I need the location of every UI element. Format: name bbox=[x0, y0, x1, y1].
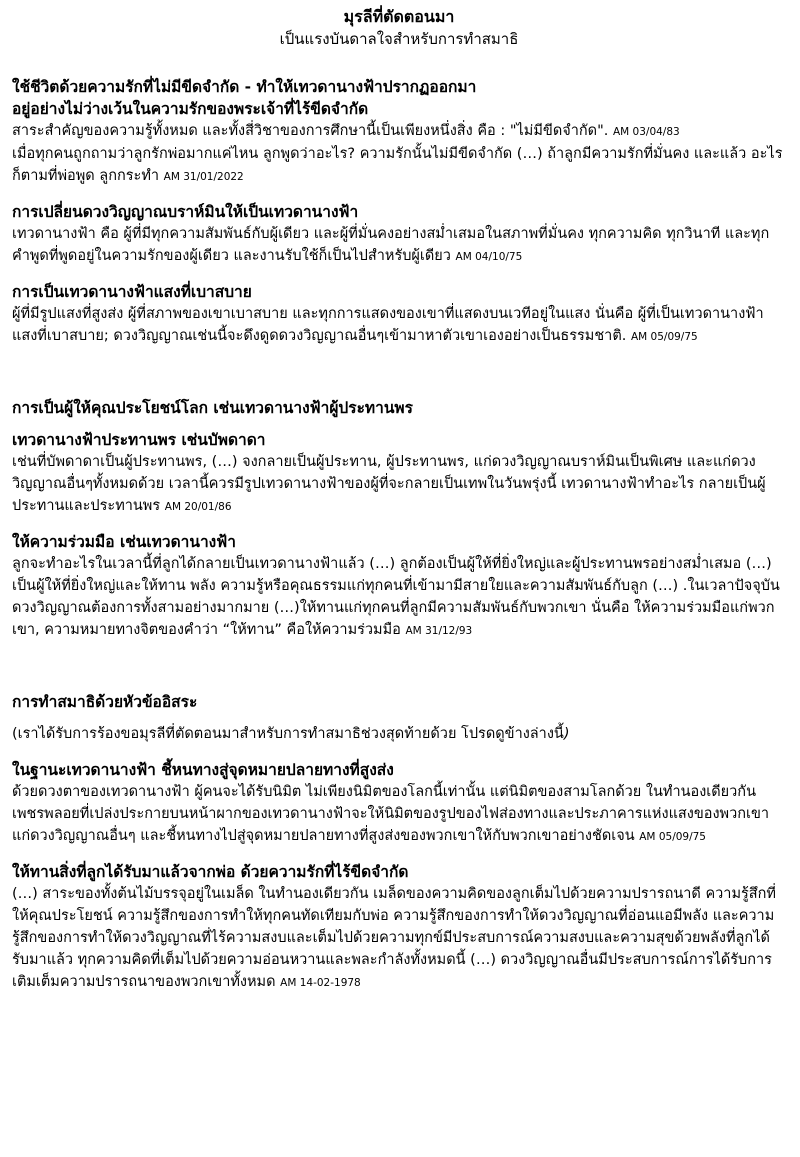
murli-reference: AM 05/09/75 bbox=[630, 331, 698, 343]
excerpt-text bbox=[12, 120, 786, 188]
excerpt-text bbox=[12, 451, 786, 518]
murli-reference: AM 04/10/75 bbox=[455, 251, 523, 263]
excerpt-text-part: เมื่อทุกคนถูกถามว่าลูกรักพ่อมากแค่ไหน ลูกพูดว่าอะไร? ความรักนั้นไม่มีขีดจำกัด (…) ถ้าลูกมีความรักที่มั่นคง และแล้ว อะไรก็ตามที่พ่อพูด ลูกกระทำ bbox=[12, 146, 783, 184]
excerpt-title: ให้ความร่วมมือ เช่นเทวดานางฟ้า bbox=[12, 533, 236, 551]
excerpt-text-part: ผู้ที่มีรูปแสงที่สูงส่ง ผู้ที่สภาพของเขาเบาสบาย และทุกการแสดงของเขาที่แสดงบนเวทีอยู่ในแสง นั่นคือ ผู้ที่เป็นเทวดานางฟ้าแสงที่เบาสบาย; ดวงวิญญาณเช่นนี้จะดึงดูดดวงวิญญาณอื่นๆเข้ามาหาตัวเขาเองอย่างเป็นธรรมชาติ. bbox=[12, 306, 764, 344]
spacer bbox=[12, 419, 786, 429]
note-text: (เราได้รับการร้องขอมุรลีที่ตัดตอนมาสำหรับการทำสมาธิช่วงสุดท้ายด้วย โปรดดูข้างล่างนี้ bbox=[12, 726, 564, 742]
excerpt-text-part: เทวดานางฟ้า คือ ผู้ที่มีทุกความสัมพันธ์กับผู้เดียว และผู้ที่มั่นคงอย่างสม่ำเสมอในสภาพที่มั่นคง ทุกความคิด ทุกวินาที และทุกคำพูดที่พูดอยู่ในความรักของผู้เดียว และงานรับใช้ก็เป็นไปสำหรับผู้เดียว bbox=[12, 226, 770, 264]
excerpt-title: การเปลี่ยนดวงวิญญาณบราห์มินให้เป็นเทวดานางฟ้า bbox=[12, 203, 359, 221]
murli-reference: AM 14-02-1978 bbox=[280, 977, 361, 989]
excerpt-block bbox=[12, 429, 786, 518]
excerpt-title: อยู่อย่างไม่ว่างเว้นในความรักของพระเจ้าที่ไร้ขีดจำกัด bbox=[12, 100, 369, 118]
excerpt-text-part: (…) สาระของทั้งต้นไม้บรรจุอยู่ในเมล็ด ในทำนองเดียวกัน เมล็ดของความคิดของลูกเต็มไปด้วยความปรารถนาดี ความรู้สึกที่ให้คุณประโยชน์ ความรู้สึกของการทำให้ทุกคนทัดเทียมกับพ่อ ความรู้สึกของการทำให้ดวงวิญญาณที่อ่อนแอมีพลัง และความรู้สึกของการทำให้ดวงวิญญาณที่ไร้ความสงบและเต็มไปด้วยความทุกข์มีประสบการณ์ความสงบและความสุขด้วยพลังที่ลูกได้รับมาแล้ว ทุกความคิดที่เต็มไปด้วยความอ่อนหวานและพละกำลังทั้งหมดนี้ (…) ดวงวิญญาณอื่นมีประสบการณ์การได้รับการเติมเต็มความปรารถนาของพวกเขาทั้งหมด bbox=[12, 886, 776, 990]
excerpt-text-part: ด้วยดวงตาของเทวดานางฟ้า ผู้คนจะได้รับนิมิต ไม่เพียงนิมิตของโลกนี้เท่านั้น แต่นิมิตของสามโลกด้วย ในทำนองเดียวกัน เพชรพลอยที่เปล่งประกายบนหน้าผากของเทวดานางฟ้าจะให้นิมิตของรูปของไฟส่องทางและประภาคารแห่งแสงของพวกเขาแก่ดวงวิญญาณอื่นๆ และชี้หนทางไปสู่จุดหมายปลายทางที่สูงส่งของพวกเขาให้กับพวกเขาอย่างชัดเจน bbox=[12, 784, 770, 844]
excerpt-block bbox=[12, 759, 786, 848]
section-title: การเป็นผู้ให้คุณประโยชน์โลก เช่นเทวดานางฟ้าผู้ประทานพร bbox=[12, 399, 413, 417]
section-1 bbox=[12, 76, 786, 348]
document-header bbox=[12, 6, 786, 50]
excerpt-block bbox=[12, 281, 786, 348]
excerpt-text-part: สาระสำคัญของความรู้ทั้งหมด และทั้งสี่วิชาของการศึกษานี้เป็นเพียงหนึ่งสิ่ง คือ : "ไม่มีขีดจำกัด". bbox=[12, 123, 613, 139]
excerpt-text bbox=[12, 781, 786, 848]
murli-reference: AM 20/01/86 bbox=[164, 501, 232, 513]
section-2 bbox=[12, 397, 786, 642]
excerpt-text bbox=[12, 553, 786, 642]
excerpt-block bbox=[12, 531, 786, 642]
note-close: ) bbox=[563, 726, 570, 742]
excerpt-text bbox=[12, 303, 786, 348]
murli-reference: AM 05/09/75 bbox=[639, 831, 706, 843]
document-subtitle: เป็นแรงบันดาลใจสำหรับการทำสมาธิ bbox=[279, 30, 519, 48]
excerpt-title: ในฐานะเทวดานางฟ้า ชี้หนทางสู่จุดหมายปลายทางที่สูงส่ง bbox=[12, 761, 394, 779]
excerpt-title: การเป็นเทวดานางฟ้าแสงที่เบาสบาย bbox=[12, 283, 252, 301]
excerpt-block bbox=[12, 98, 786, 188]
excerpt-text-part: ลูกจะทำอะไรในเวลานี้ที่ลูกได้กลายเป็นเทวดานางฟ้าแล้ว (…) ลูกต้องเป็นผู้ให้ที่ยิ่งใหญ่และผู้ประทานพรอย่างสม่ำเสมอ (…) เป็นผู้ให้ที่ยิ่งใหญ่และให้ทาน พลัง ความรู้หรือคุณธรรมแก่ทุกคนที่เข้ามามีสายใยและความสัมพันธ์กับลูก (…) .ในเวลาปัจจุบัน ดวงวิญญาณต้องการทั้งสามอย่างมากมาย (…)ให้ทานแก่ทุกคนที่ลูกมีความสัมพันธ์กับพวกเขา นั่นคือ ให้ความร่วมมือแก่พวกเขา, ความหมายทางจิตของคำว่า “ให้ทาน” คือให้ความร่วมมือ bbox=[12, 556, 780, 638]
excerpt-text bbox=[12, 883, 786, 994]
murli-reference: AM 31/01/2022 bbox=[163, 171, 244, 183]
excerpt-text bbox=[12, 223, 786, 268]
spacer bbox=[12, 361, 786, 397]
excerpt-title: ให้ทานสิ่งที่ลูกได้รับมาแล้วจากพ่อ ด้วยความรักที่ไร้ขีดจำกัด bbox=[12, 863, 409, 881]
excerpt-text-part: เช่นที่บัพดาดาเป็นผู้ประทานพร, (…) จงกลายเป็นผู้ประทาน, ผู้ประทานพร, แก่ดวงวิญญาณบราห์มินเป็นพิเศษ และแก่ดวงวิญญาณอื่นๆทั้งหมดด้วย เวลานี้ควรมีรูปเทวดานางฟ้าของผู้ที่จะกลายเป็นเทพในวันพรุ่งนี้ เทวดานางฟ้าทำอะไร กลายเป็นผู้ประทานและประทานพร bbox=[12, 454, 766, 514]
document-title: มุรลีที่ตัดตอนมา bbox=[343, 7, 455, 26]
excerpt-block bbox=[12, 201, 786, 268]
section-title: ใช้ชีวิตด้วยความรักที่ไม่มีขีดจำกัด - ทำให้เทวดานางฟ้าปรากฏออกมา bbox=[12, 78, 477, 96]
section-title: การทำสมาธิด้วยหัวข้ออิสระ bbox=[12, 693, 198, 711]
excerpt-title: เทวดานางฟ้าประทานพร เช่นบัพดาดา bbox=[12, 431, 266, 449]
murli-reference: AM 03/04/83 bbox=[612, 126, 680, 138]
spacer bbox=[12, 655, 786, 691]
excerpt-block bbox=[12, 861, 786, 994]
murli-reference: AM 31/12/93 bbox=[405, 625, 473, 637]
section-3 bbox=[12, 691, 786, 994]
section-note bbox=[12, 723, 786, 745]
